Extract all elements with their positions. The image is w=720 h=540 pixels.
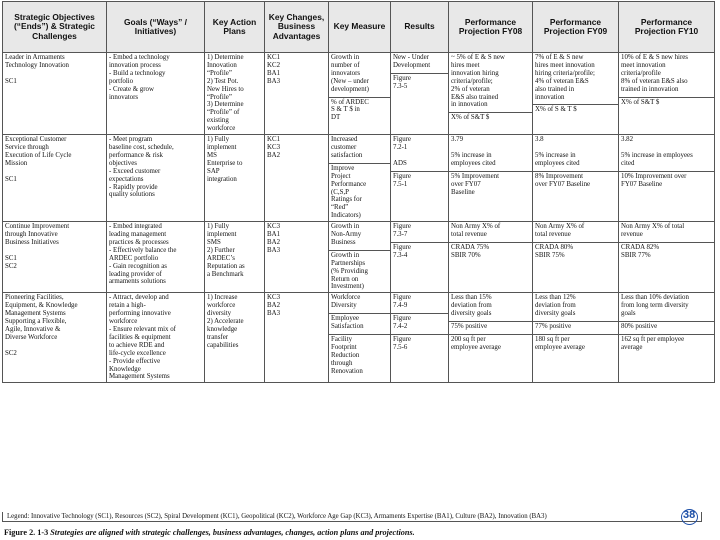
projection-fy10-cell	[619, 53, 715, 135]
projection-fy08-value: X% of S&T $	[449, 112, 532, 122]
key-measure-cell	[329, 293, 391, 383]
projection-fy08-value: 5% Improvement over FY07 Baseline	[449, 171, 532, 197]
projection-fy08-cell	[449, 293, 533, 383]
table-row	[3, 293, 715, 383]
action-plans-cell-text: 1) Fully implement MS Enterprise to SAP integration	[207, 136, 243, 183]
legend: Legend: Innovative Technology (SC1), Resources (SC2), Spiral Development (KC1), Geopolitical (KC2), Workforce Age Gap (KC3), Armaments Expertise (BA1), Culture (BA2), Innovation (BA3)	[2, 512, 702, 522]
header-projection-fy09: Performance Projection FY09	[533, 2, 619, 53]
key-changes-cell-text: KC3 BA2 BA3	[267, 294, 281, 318]
projection-fy10-value: Less than 10% deviation from long term diversity goals	[621, 294, 689, 318]
page-number: 38	[683, 509, 696, 521]
result-value: New - Under Development	[393, 54, 431, 69]
action-plans-cell	[205, 222, 265, 293]
header-goals: Goals (“Ways” / Initiatives)	[107, 2, 205, 53]
projection-fy08-value: 200 sq ft per employee average	[449, 334, 532, 352]
projection-fy08-cell	[449, 53, 533, 135]
projection-fy08-cell	[449, 222, 533, 293]
projection-fy09-cell	[533, 53, 619, 135]
key-measure-value: Employee Satisfaction	[329, 313, 390, 331]
key-measure-cell	[329, 135, 391, 222]
goals-cell	[107, 222, 205, 293]
key-measure-value: Improve Project Performance (C,S,P Ratings for “Red” Indicators)	[329, 163, 390, 220]
header-projection-fy10: Performance Projection FY10	[619, 2, 715, 53]
projection-fy08-value: ~ 5% of E & S new hires meet innovation hiring criteria/profile; 2% of veteran E&S also trained in innovation	[451, 54, 505, 109]
key-changes-cell	[265, 222, 329, 293]
key-measure-value: Facility Footprint Reduction through Renovation	[329, 334, 390, 376]
result-value: Figure 7.3-5	[391, 73, 448, 91]
key-changes-cell	[265, 293, 329, 383]
result-value: Figure 7.3-7	[393, 223, 411, 239]
objective-cell	[3, 135, 107, 222]
header-row	[3, 2, 715, 53]
table-body	[3, 53, 715, 383]
header-action-plans: Key Action Plans	[205, 2, 265, 53]
result-value: Figure 7.4-2	[391, 313, 448, 331]
result-cell	[391, 293, 449, 383]
key-measure-value: Workforce Diversity	[331, 294, 361, 310]
key-measure-value: Increased customer satisfaction	[331, 136, 363, 159]
figure-caption	[4, 528, 415, 538]
projection-fy09-value: 8% Improvement over FY07 Baseline	[533, 171, 618, 189]
strategy-table	[2, 1, 715, 383]
projection-fy08-value: CRADA 75% SBIR 70%	[449, 242, 532, 260]
projection-fy08-value: Less than 15% deviation from diversity goals	[451, 294, 492, 318]
result-value: Figure 7.5-1	[391, 171, 448, 189]
projection-fy09-cell	[533, 222, 619, 293]
action-plans-cell	[205, 53, 265, 135]
key-measure-cell	[329, 222, 391, 293]
projection-fy09-value: 77% positive	[533, 321, 618, 331]
goals-cell-text: - Meet program baseline cost, schedule, performance & risk objectives - Exceed customer expectations - Rapidly provide quality solutions	[109, 136, 174, 199]
action-plans-cell	[205, 293, 265, 383]
goals-cell-text: - Embed a technology innovation process - Build a technology portfolio - Create & grow innovators	[109, 54, 170, 101]
action-plans-cell-text: 1) Increase workforce diversity 2) Accelerate knowledge transfer capabilities	[207, 294, 244, 349]
goals-cell	[107, 135, 205, 222]
projection-fy10-cell	[619, 222, 715, 293]
result-value: Figure 7.2-1 ADS	[393, 136, 411, 167]
projection-fy09-value: 3.8 5% increase in employees cited	[535, 136, 580, 167]
key-changes-cell-text: KC1 KC2 BA1 BA3	[267, 54, 281, 85]
header-projection-fy08: Performance Projection FY08	[449, 2, 533, 53]
action-plans-cell-text: 1) Fully implement SMS 2) Further ARDEC’s Reputation as a Benchmark	[207, 223, 245, 278]
projection-fy09-cell	[533, 293, 619, 383]
key-measure-value: % of ARDEC S & T $ in DT	[329, 97, 390, 123]
key-measure-value: Growth in Partnerships (% Providing Return on Investment)	[329, 250, 390, 292]
projection-fy08-value: 75% positive	[449, 321, 532, 331]
goals-cell-text: - Embed integrated leading management practices & processes - Effectively balance the ARDEC portfolio - Gain recognition as leading provider of armaments solutions	[109, 223, 177, 286]
action-plans-cell-text: 1) Determine Innovation “Profile” 2) Test Pot. New Hires to “Profile” 3) Determine “Profile” of existing workforce	[207, 54, 244, 133]
projection-fy10-value: 3.82 5% increase in employees cited	[621, 136, 693, 167]
key-changes-cell-text: KC1 KC3 BA2	[267, 136, 281, 159]
objective-cell-text: Continue Improvement through Innovative Business Initiatives SC1 SC2	[5, 223, 70, 270]
goals-cell	[107, 293, 205, 383]
header-key-changes: Key Changes, Business Advantages	[265, 2, 329, 53]
projection-fy10-value: 80% positive	[619, 321, 714, 331]
action-plans-cell	[205, 135, 265, 222]
projection-fy10-value: CRADA 82% SBIR 77%	[619, 242, 714, 260]
result-cell	[391, 222, 449, 293]
key-measure-value: Growth in number of innovators (New – under development)	[331, 54, 369, 93]
projection-fy10-value: X% of S&T $	[619, 97, 714, 107]
projection-fy09-value: Non Army X% of total revenue	[535, 223, 585, 239]
strategy-table-container	[2, 1, 718, 383]
projection-fy10-value: Non Army X% of total revenue	[621, 223, 685, 239]
objective-cell-text: Pioneering Facilities, Equipment, & Knowledge Management Systems Supporting a Flexible, Agile, Innovative & Diverse Workforce SC2	[5, 294, 78, 357]
caption-text: Strategies are aligned with strategic challenges, business advantages, changes, action plans and projections.	[50, 528, 415, 537]
goals-cell	[107, 53, 205, 135]
header-key-measure: Key Measure	[329, 2, 391, 53]
projection-fy09-value: X% of S & T $	[533, 104, 618, 114]
result-value: Figure 7.3-4	[391, 242, 448, 260]
projection-fy08-cell	[449, 135, 533, 222]
projection-fy09-value: CRADA 80% SBIR 75%	[533, 242, 618, 260]
key-measure-cell	[329, 53, 391, 135]
objective-cell	[3, 53, 107, 135]
projection-fy10-value: 162 sq ft per employee average	[619, 334, 714, 352]
key-measure-value: Growth in Non-Army Business	[331, 223, 362, 246]
header-results: Results	[391, 2, 449, 53]
caption-figure-label: Figure 2. 1-3	[4, 528, 49, 537]
projection-fy08-value: 3.79 5% increase in employees cited	[451, 136, 496, 167]
projection-fy09-value: 7% of E & S new hires meet innovation hiring criteria/profile; 4% of veteran E&S also trained in innovation	[535, 54, 595, 101]
result-cell	[391, 135, 449, 222]
projection-fy10-cell	[619, 135, 715, 222]
projection-fy09-value: 180 sq ft per employee average	[533, 334, 618, 352]
header-objectives: Strategic Objectives (“Ends”) & Strategic Challenges	[3, 2, 107, 53]
result-value: Figure 7.4-9	[393, 294, 411, 310]
projection-fy08-value: Non Army X% of total revenue	[451, 223, 501, 239]
projection-fy10-cell	[619, 293, 715, 383]
table-row	[3, 135, 715, 222]
key-changes-cell	[265, 135, 329, 222]
projection-fy10-value: 10% of E & S new hires meet innovation criteria/profile 8% of veteran E&S also trained in innovation	[621, 54, 688, 93]
result-value: Figure 7.5-6	[391, 334, 448, 352]
objective-cell-text: Exceptional Customer Service through Execution of Life Cycle Mission SC1	[5, 136, 72, 183]
table-row	[3, 53, 715, 135]
table-row	[3, 222, 715, 293]
goals-cell-text: - Attract, develop and retain a high- performing innovative workforce - Ensure relevant mix of facilities & equipment to achieve RDE and life-cycle excellence - Provide effective Knowledge Management Systems	[109, 294, 176, 381]
result-cell	[391, 53, 449, 135]
projection-fy09-value: Less than 12% deviation from diversity goals	[535, 294, 576, 318]
objective-cell-text: Leader in Armaments Technology Innovation SC1	[5, 54, 70, 85]
objective-cell	[3, 293, 107, 383]
objective-cell	[3, 222, 107, 293]
projection-fy09-cell	[533, 135, 619, 222]
key-changes-cell-text: KC3 BA1 BA2 BA3	[267, 223, 281, 254]
key-changes-cell	[265, 53, 329, 135]
projection-fy10-value: 10% Improvement over FY07 Baseline	[619, 171, 714, 189]
